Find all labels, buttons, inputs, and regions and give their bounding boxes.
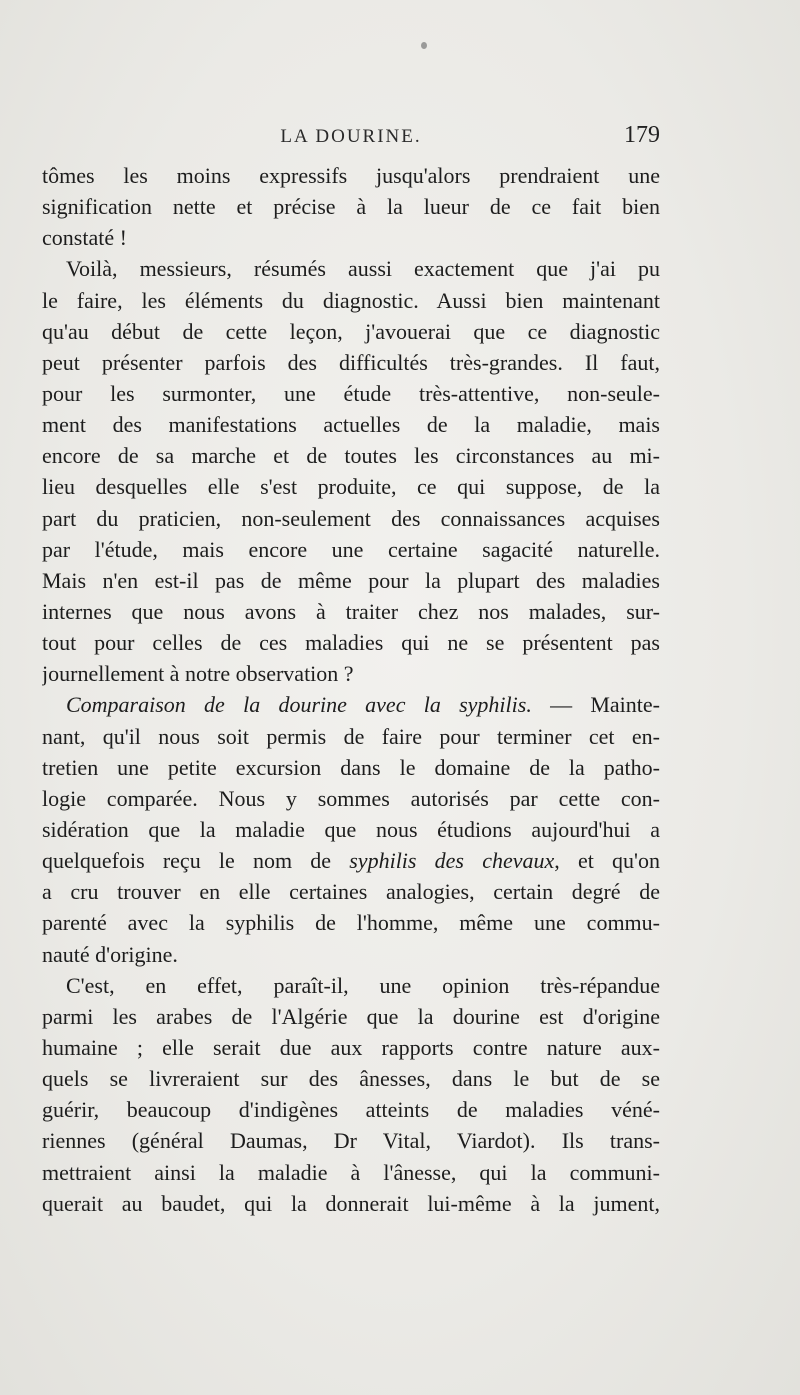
ink-speck — [421, 42, 427, 49]
text-line: constaté ! — [42, 225, 127, 251]
text-line: C'est, en effet, paraît-il, une opinion très-répandue — [66, 972, 660, 998]
text-line: tout pour celles de ces maladies qui ne se présentent pas — [42, 630, 660, 656]
text-line: pour les surmonter, une étude très-attentive, non-seule- — [42, 380, 660, 406]
text-fragment: — Mainte- — [550, 692, 660, 718]
text-fragment: , et qu'on — [554, 848, 660, 874]
body-text — [42, 160, 660, 1219]
section-heading: Comparaison de la dourine avec la syphilis. — [66, 692, 532, 718]
text-line: Mais n'en est-il pas de même pour la plupart des maladies — [42, 567, 660, 593]
text-line: riennes (général Daumas, Dr Vital, Viardot). Ils trans- — [42, 1128, 660, 1154]
text-line: qu'au début de cette leçon, j'avouerai que ce diagnostic — [42, 318, 660, 344]
text-line: nant, qu'il nous soit permis de faire pour terminer cet en- — [42, 723, 660, 749]
text-line: quels se livreraient sur des ânesses, dans le but de se — [42, 1066, 660, 1092]
text-line: encore de sa marche et de toutes les circonstances au mi- — [42, 443, 660, 469]
text-line: a cru trouver en elle certaines analogies, certain degré de — [42, 879, 660, 905]
text-line: humaine ; elle serait due aux rapports contre nature aux- — [42, 1034, 660, 1060]
running-title: LA DOURINE. — [280, 126, 422, 147]
text-line: internes que nous avons à traiter chez nos malades, sur- — [42, 598, 660, 624]
text-line: nauté d'origine. — [42, 941, 178, 967]
text-line: guérir, beaucoup d'indigènes atteints de maladies véné- — [42, 1097, 660, 1123]
text-line: peut présenter parfois des difficultés très-grandes. Il faut, — [42, 349, 660, 375]
text-line: le faire, les éléments du diagnostic. Aussi bien maintenant — [42, 287, 660, 313]
text-line: parmi les arabes de l'Algérie que la dourine est d'origine — [42, 1003, 660, 1029]
text-line: part du praticien, non-seulement des connaissances acquises — [42, 505, 660, 531]
text-line-with-term — [42, 845, 660, 876]
text-line: tômes les moins expressifs jusqu'alors prendraient une — [42, 163, 660, 188]
page-header — [42, 118, 660, 158]
text-line: tretien une petite excursion dans le domaine de la patho- — [42, 754, 660, 780]
text-line: par l'étude, mais encore une certaine sagacité naturelle. — [42, 536, 660, 562]
text-line: ment des manifestations actuelles de la maladie, mais — [42, 412, 660, 438]
italic-term: syphilis des chevaux — [349, 848, 555, 874]
page-number: 179 — [624, 122, 660, 148]
text-line: querait au baudet, qui la donnerait lui-même à la jument, — [42, 1190, 660, 1216]
text-line: journellement à notre observation ? — [42, 661, 354, 687]
text-line: mettraient ainsi la maladie à l'ânesse, qui la communi- — [42, 1159, 660, 1185]
text-line: signification nette et précise à la lueur de ce fait bien — [42, 194, 660, 220]
text-line: parenté avec la syphilis de l'homme, même une commu- — [42, 910, 660, 936]
text-line: logie comparée. Nous y sommes autorisés par cette con- — [42, 785, 660, 811]
text-line: Voilà, messieurs, résumés aussi exactement que j'ai pu — [66, 256, 660, 282]
text-line: sidération que la maladie que nous étudions aujourd'hui a — [42, 816, 660, 842]
text-line: lieu desquelles elle s'est produite, ce qui suppose, de la — [42, 474, 660, 500]
text-fragment: quelquefois reçu le nom de — [42, 848, 332, 874]
section-heading-line — [42, 689, 660, 720]
